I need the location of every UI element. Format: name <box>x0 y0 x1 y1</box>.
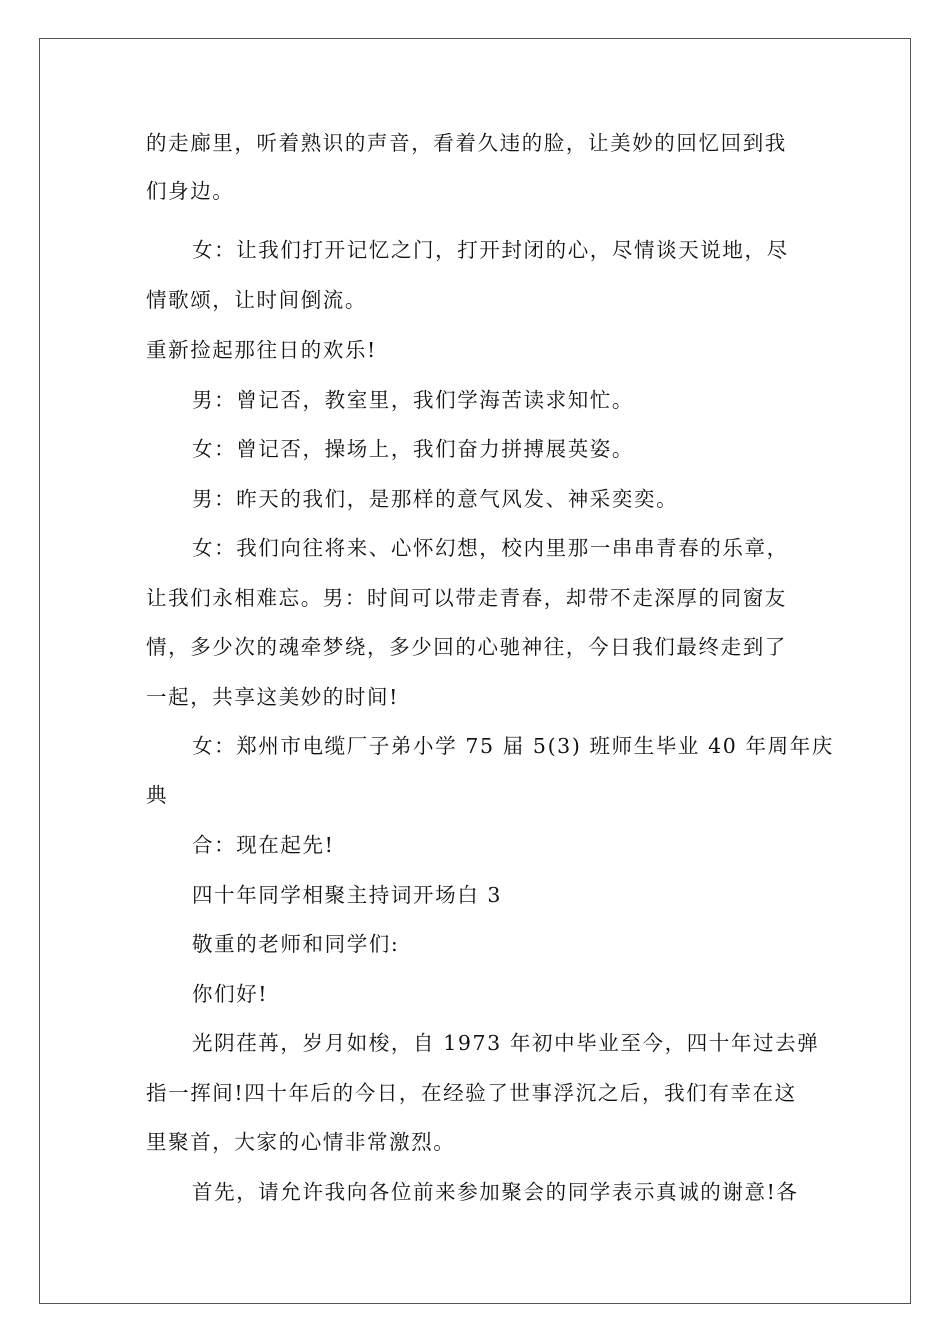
text-line: 女：曾记否，操场上，我们奋力拼搏展英姿。 <box>192 437 634 461</box>
text-line: 们身边。 <box>146 179 235 203</box>
text-line: 情歌颂，让时间倒流。 <box>146 288 367 312</box>
text-line: 男：曾记否，教室里，我们学海苦读求知忙。 <box>192 388 634 412</box>
text-line: 光阴荏苒，岁月如梭，自 1973 年初中毕业至今，四十年过去弹 <box>192 1031 820 1055</box>
text-line: 女：郑州市电缆厂子弟小学 75 届 5(3) 班师生毕业 40 年周年庆 <box>192 734 834 758</box>
text-line: 情，多少次的魂牵梦绕，多少回的心驰神往，今日我们最终走到了 <box>146 635 787 659</box>
section-heading: 四十年同学相聚主持词开场白 3 <box>192 883 503 907</box>
text-line: 女：让我们打开记忆之门，打开封闭的心，尽情谈天说地，尽 <box>192 238 789 262</box>
text-line: 一起，共享这美妙的时间! <box>146 685 399 709</box>
text-line: 首先，请允许我向各位前来参加聚会的同学表示真诚的谢意!各 <box>192 1180 799 1204</box>
text-line: 你们好! <box>192 982 269 1006</box>
text-line: 里聚首，大家的心情非常激烈。 <box>146 1130 456 1154</box>
text-line: 重新捡起那往日的欢乐! <box>146 338 377 362</box>
text-line: 合：现在起先! <box>192 833 335 857</box>
text-line: 敬重的老师和同学们: <box>192 932 400 956</box>
text-line: 指一挥间!四十年后的今日，在经验了世事浮沉之后，我们有幸在这 <box>146 1081 797 1105</box>
text-line: 让我们永相难忘。男：时间可以带走青春，却带不走深厚的同窗友 <box>146 586 787 610</box>
text-line: 男：昨天的我们，是那样的意气风发、神采奕奕。 <box>192 487 679 511</box>
page-frame <box>39 38 911 1304</box>
text-line: 女：我们向往将来、心怀幻想，校内里那一串串青春的乐章， <box>192 536 789 560</box>
text-line: 典 <box>146 783 169 807</box>
text-line: 的走廊里，听着熟识的声音，看着久违的脸，让美妙的回忆回到我 <box>146 131 787 155</box>
